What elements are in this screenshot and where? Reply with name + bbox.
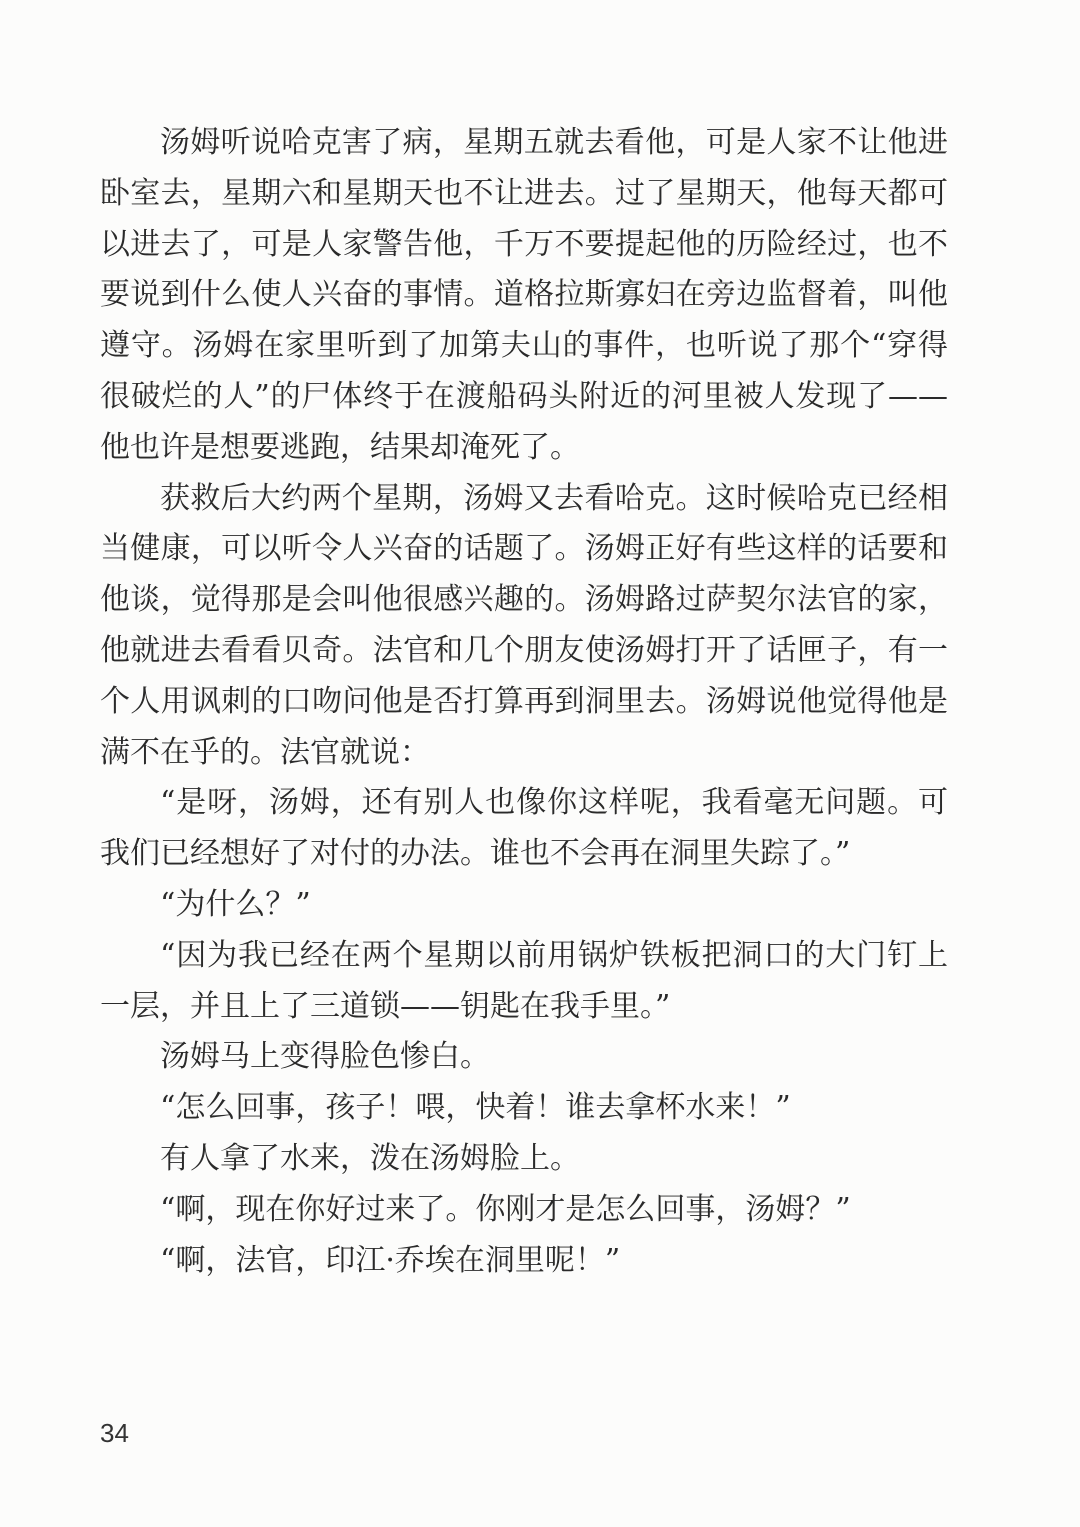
body-text bbox=[100, 118, 948, 1286]
text-line: 一层，并且上了三道锁——钥匙在我手里。” bbox=[100, 988, 671, 1024]
text-line: 以进去了，可是人家警告他，千万不要提起他的历险经过，也不 bbox=[100, 226, 948, 262]
text-line: 要说到什么使人兴奋的事情。道格拉斯寡妇在旁边监督着，叫他 bbox=[100, 277, 948, 313]
text-line: 我们已经想好了对付的办法。谁也不会再在洞里失踪了。” bbox=[100, 836, 851, 872]
text-line: “是呀，汤姆，还有别人也像你这样呢，我看毫无问题。可 bbox=[160, 785, 948, 821]
text-line: 汤姆马上变得脸色惨白。 bbox=[160, 1039, 490, 1075]
page-number: 34 bbox=[100, 1418, 129, 1448]
text-line: 他就进去看看贝奇。法官和几个朋友使汤姆打开了话匣子，有一 bbox=[100, 632, 948, 668]
text-line: “啊，现在你好过来了。你刚才是怎么回事，汤姆？” bbox=[160, 1191, 851, 1227]
text-line: 遵守。汤姆在家里听到了加第夫山的事件，也听说了那个“穿得 bbox=[100, 328, 948, 364]
text-line: 他谈，觉得那是会叫他很感兴趣的。汤姆路过萨契尔法官的家， bbox=[100, 582, 948, 618]
text-line: 个人用讽刺的口吻问他是否打算再到洞里去。汤姆说他觉得他是 bbox=[100, 683, 948, 719]
text-line: 满不在乎的。法官就说： bbox=[100, 734, 430, 770]
text-line: 很破烂的人”的尸体终于在渡船码头附近的河里被人发现了—— bbox=[100, 378, 948, 414]
text-line: “怎么回事，孩子！喂，快着！谁去拿杯水来！” bbox=[160, 1090, 791, 1126]
text-line: 有人拿了水来，泼在汤姆脸上。 bbox=[160, 1140, 580, 1176]
text-line: 获救后大约两个星期，汤姆又去看哈克。这时候哈克已经相 bbox=[160, 480, 948, 516]
text-line: 卧室去，星期六和星期天也不让进去。过了星期天，他每天都可 bbox=[100, 175, 948, 211]
text-line: “因为我已经在两个星期以前用锅炉铁板把洞口的大门钉上 bbox=[160, 937, 948, 973]
text-line: “为什么？” bbox=[160, 886, 311, 922]
text-line: “啊，法官，印江·乔埃在洞里呢！” bbox=[160, 1242, 621, 1278]
text-line: 他也许是想要逃跑，结果却淹死了。 bbox=[100, 429, 580, 465]
text-line: 汤姆听说哈克害了病，星期五就去看他，可是人家不让他进 bbox=[160, 125, 948, 160]
text-line: 当健康，可以听令人兴奋的话题了。汤姆正好有些这样的话要和 bbox=[100, 531, 948, 567]
